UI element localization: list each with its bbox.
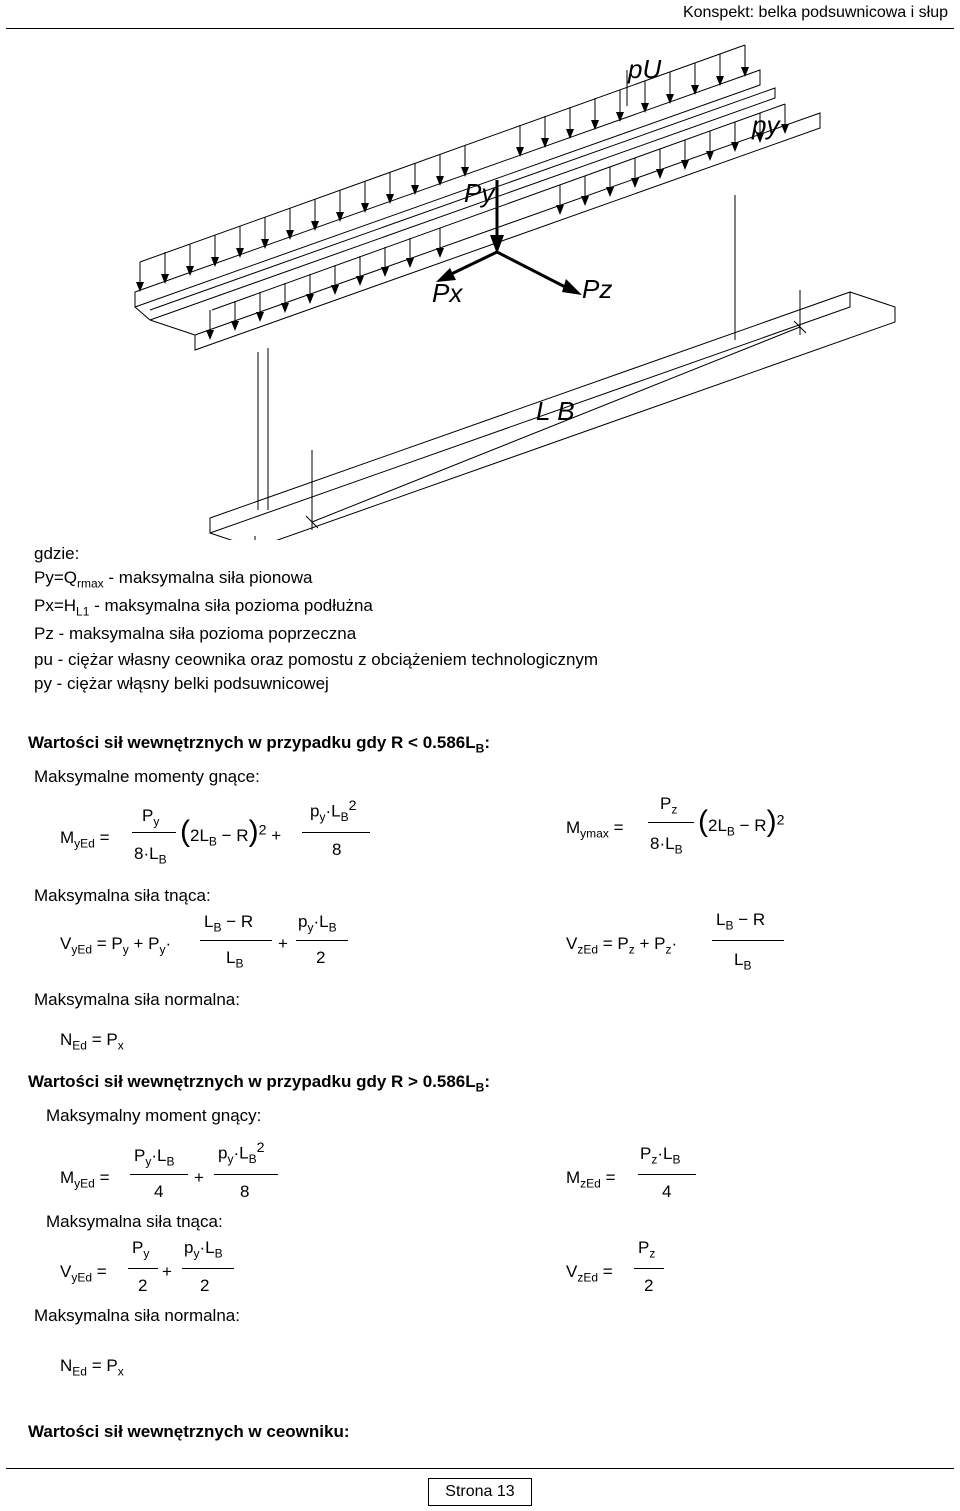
legend-pz: Pz - maksymalna siła pozioma poprzeczna [34, 624, 357, 643]
label-Pz: Pz [582, 274, 613, 304]
header-rule [6, 28, 954, 29]
formula-VzEd-2: $V_{zEd}$ = [566, 1262, 613, 1285]
section2-heading: Wartości sił wewnętrznych w przypadku gdy $R > 0.586L_B$: [28, 1072, 490, 1095]
label-Px: Px [432, 278, 463, 308]
legend-py: $Py=Q_{rmax}$ - maksymalna siła pionowa [34, 568, 313, 591]
section1-shear-label: Maksymalna siła tnąca: [34, 886, 211, 905]
section2-moment-label: Maksymalny moment gnący: [46, 1106, 262, 1125]
formula-NEd-2: $N_{Ed} = P_x$ [60, 1356, 124, 1379]
legend-pu: pu - ciężar własny ceownika oraz pomostu z obciążeniem technologicznym [34, 650, 599, 669]
section2-normal-label: Maksymalna siła normalna: [34, 1306, 240, 1325]
beam-diagram [0, 30, 960, 540]
label-py: py [752, 110, 780, 140]
formula-MyEd-1: $M_{yEd}$ = [60, 828, 110, 851]
label-LB: L B [536, 396, 575, 426]
legend-px: $Px=H_{L1}$ - maksymalna siła pozioma podłużna [34, 596, 373, 619]
footer-rule [6, 1468, 954, 1469]
page-number: Strona 13 [428, 1478, 532, 1506]
formula-VyEd-2: $V_{yEd}$ = [60, 1262, 107, 1285]
section3-heading: Wartości sił wewnętrznych w ceowniku: [28, 1422, 350, 1441]
section1-normal-label: Maksymalna siła normalna: [34, 990, 240, 1009]
section2-shear-label: Maksymalna siła tnąca: [46, 1212, 223, 1231]
legend-intro: gdzie: [34, 544, 80, 563]
section1-heading: Wartości sił wewnętrznych w przypadku gdy $R < 0.586L_B$: [28, 733, 490, 756]
label-pu: pU [628, 54, 662, 84]
formula-VyEd-1: $V_{yEd} = P_y + P_y\cdot$ [60, 934, 172, 957]
page-header-title: Konspekt: belka podsuwnicowa i słup [682, 4, 948, 21]
label-Py: Py [464, 178, 495, 208]
formula-MyEd-2: $M_{yEd}$ = [60, 1168, 110, 1191]
formula-Mymax: $M_{ymax}$ = [566, 818, 624, 841]
legend-py-weight: py - ciężar włąsny belki podsuwnicowej [34, 674, 329, 693]
formula-MzEd-2: $M_{zEd}$ = [566, 1168, 616, 1191]
section1-moments-label: Maksymalne momenty gnące: [34, 767, 260, 786]
formula-NEd-1: $N_{Ed} = P_x$ [60, 1030, 124, 1053]
formula-VzEd-1: $V_{zEd} = P_z + P_z\cdot$ [566, 934, 678, 957]
